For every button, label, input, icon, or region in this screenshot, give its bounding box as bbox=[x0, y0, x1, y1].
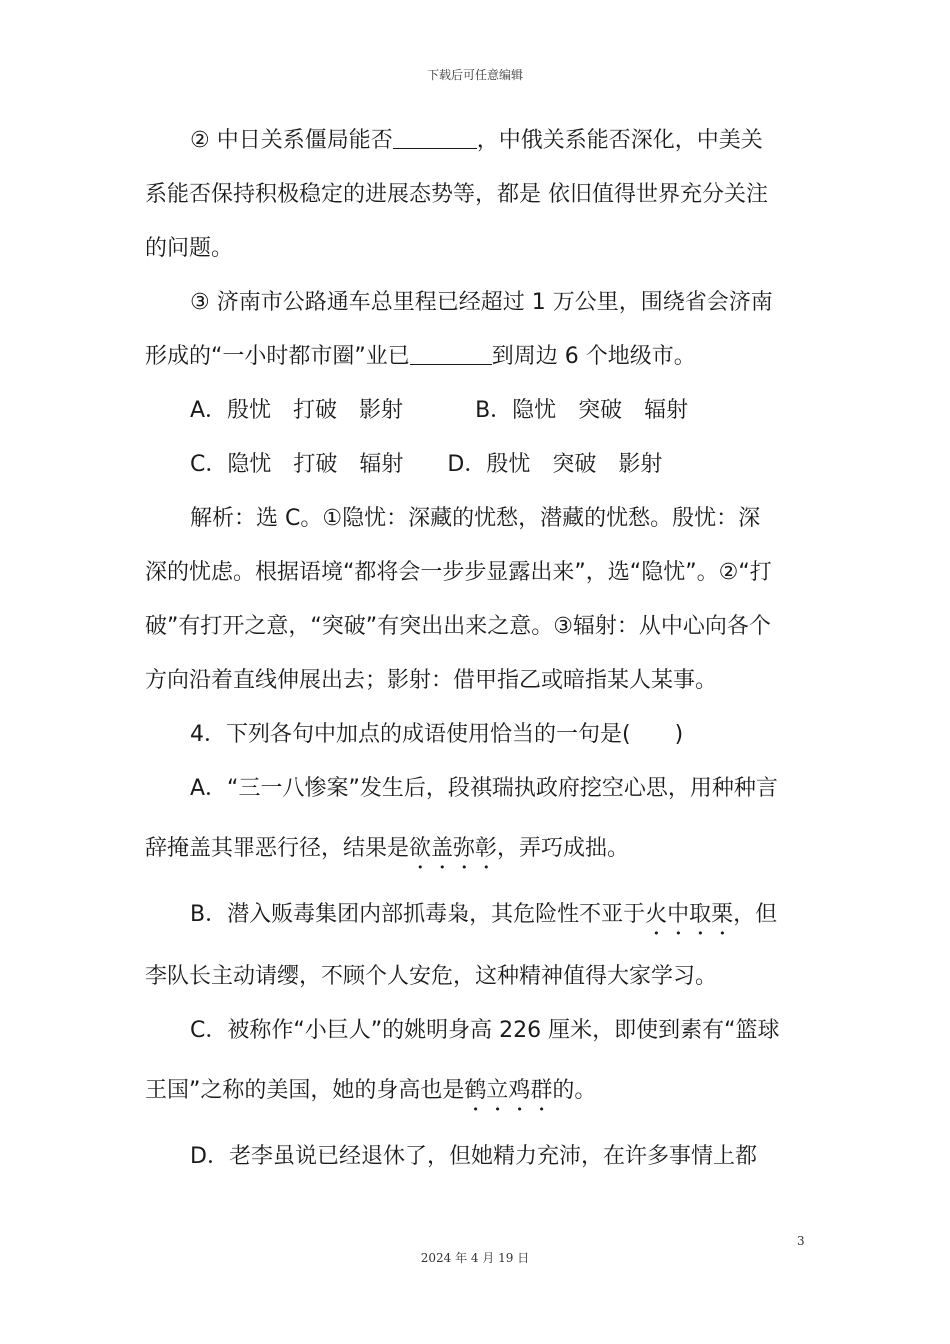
q3-item2-line1 bbox=[190, 126, 815, 156]
q3-options-row1 bbox=[190, 396, 815, 426]
q4-c-text-cont: 的。 bbox=[552, 1078, 597, 1103]
q3-item2-text: ② 中日关系僵局能否 bbox=[190, 128, 393, 153]
q3-item2-line2: 系能否保持积极稳定的进展态势等，都是 依旧值得世界充分关注 bbox=[145, 182, 768, 207]
q4-c-text: 王国”之称的美国，她的身高也是 bbox=[145, 1078, 465, 1103]
q3-options-row2 bbox=[190, 450, 815, 480]
q4-option-a-line2 bbox=[145, 834, 815, 874]
q4-option-c-line1: C．被称作“小巨人”的姚明身高 226 厘米，即使到素有“篮球 bbox=[190, 1018, 780, 1043]
q4-a-text: 辞掩盖其罪恶行径，结果是 bbox=[145, 836, 410, 861]
q3-analysis-line4: 方向沿着直线伸展出去；影射：借甲指乙或暗指某人某事。 bbox=[145, 668, 718, 693]
q4-stem: 4．下列各句中加点的成语使用恰当的一句是( ) bbox=[190, 722, 684, 747]
dotted-idiom: 火中取栗 bbox=[645, 902, 734, 927]
q4-b-text-cont: ，但 bbox=[733, 902, 778, 927]
q3-option-b: B．隐忧 突破 辐射 bbox=[475, 398, 689, 423]
q4-b-text: B．潜入贩毒集团内部抓毒枭，其危险性不亚于 bbox=[190, 902, 646, 927]
fill-blank bbox=[393, 126, 477, 149]
q4-option-b-line1 bbox=[190, 900, 815, 940]
q4-option-a-line1: A．“三一八惨案”发生后，段祺瑞执政府挖空心思，用种种言 bbox=[190, 776, 778, 801]
q3-option-d: D．殷忧 突破 影射 bbox=[447, 452, 663, 477]
page-header: 下载后可任意编辑 bbox=[426, 68, 523, 82]
q4-option-b-line2: 李队长主动请缨，不顾个人安危，这种精神值得大家学习。 bbox=[145, 964, 718, 989]
q3-analysis-line2: 深的忧虑。根据语境“都将会一步步显露出来”，选“隐忧”。②“打 bbox=[145, 560, 772, 585]
page-number: 3 bbox=[797, 1234, 805, 1248]
q3-item2-line3: 的问题。 bbox=[145, 236, 234, 261]
dotted-idiom: 鹤立鸡群 bbox=[464, 1078, 553, 1103]
q3-item3-text-cont: 到周边 6 个地级市。 bbox=[491, 344, 696, 369]
q3-option-c: C．隐忧 打破 辐射 bbox=[190, 452, 404, 477]
q4-option-d-line1: D．老李虽说已经退休了，但她精力充沛，在许多事情上都 bbox=[190, 1144, 757, 1169]
q3-option-a: A．殷忧 打破 影射 bbox=[190, 398, 404, 423]
q3-item2-text-cont: ，中俄关系能否深化，中美关 bbox=[476, 128, 763, 153]
q3-item3-line1: ③ 济南市公路通车总里程已经超过 1 万公里，围绕省会济南 bbox=[190, 290, 773, 315]
dotted-idiom: 欲盖弥彰 bbox=[409, 836, 498, 861]
q3-analysis-line3: 破”有打开之意，“突破”有突出出来之意。③辐射：从中心向各个 bbox=[145, 614, 771, 639]
q3-analysis-line1: 解析：选 C。①隐忧：深藏的忧愁，潜藏的忧愁。殷忧：深 bbox=[190, 506, 761, 531]
q3-item3-text: 形成的“一小时都市圈”业已 bbox=[145, 344, 410, 369]
footer-date: 2024 年 4 月 19 日 bbox=[420, 1251, 530, 1265]
q3-item3-line2 bbox=[145, 342, 815, 372]
fill-blank bbox=[410, 342, 492, 365]
q4-option-c-line2 bbox=[145, 1076, 815, 1116]
q4-a-text-cont: ，弄巧成拙。 bbox=[497, 836, 630, 861]
